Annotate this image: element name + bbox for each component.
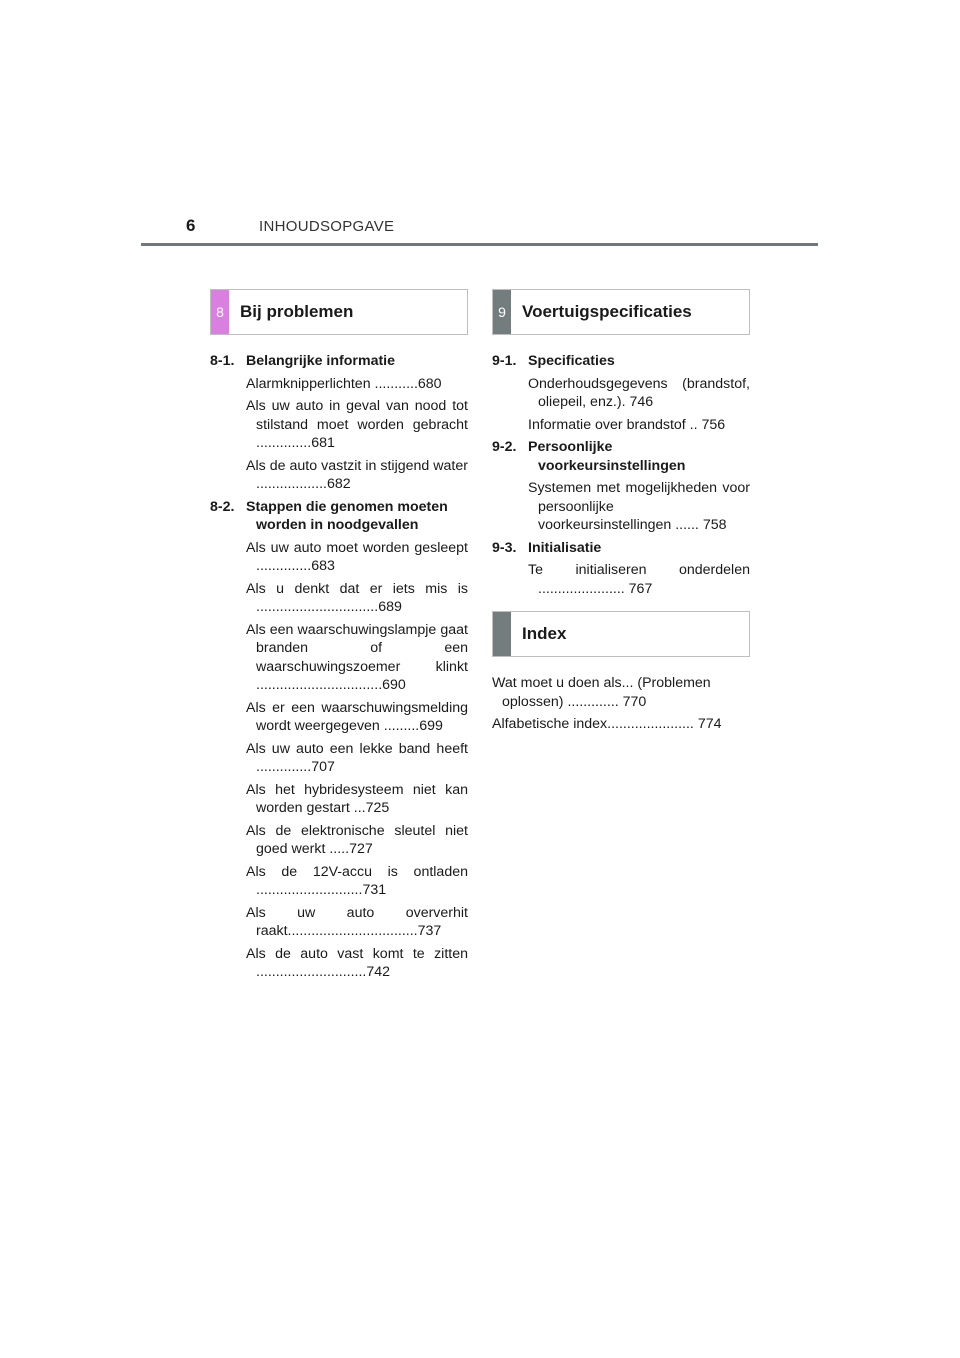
entry-text: Systemen met mogelijkheden voor persoonlijke voorkeursinstellingen ...... bbox=[528, 480, 750, 533]
entry-text: Alfabetische index...................... bbox=[492, 716, 694, 732]
entry-page: 707 bbox=[311, 759, 335, 775]
entry-page: 742 bbox=[366, 964, 391, 980]
toc-entry[interactable] bbox=[246, 539, 468, 576]
entry-text: Informatie over brandstof .. bbox=[528, 416, 698, 433]
group-number: 9-2. bbox=[492, 439, 517, 455]
entry-page: 756 bbox=[701, 416, 726, 433]
toc-entry[interactable] bbox=[246, 863, 468, 900]
section-title: Voertuigspecificaties bbox=[522, 302, 692, 321]
entry-page: 758 bbox=[702, 517, 727, 533]
entry-page: 682 bbox=[326, 476, 351, 492]
entry-page: 725 bbox=[365, 800, 390, 816]
toc-entry[interactable] bbox=[246, 580, 468, 617]
section-header-index[interactable] bbox=[492, 611, 750, 657]
section-number-tab: 8 bbox=[211, 290, 229, 334]
entry-text: Als uw auto moet worden gesleept .............. bbox=[246, 539, 468, 574]
entry-text: Als de auto vast komt te zitten ............................ bbox=[246, 945, 468, 980]
toc-entry[interactable] bbox=[528, 561, 750, 598]
toc-entry[interactable] bbox=[246, 945, 468, 982]
toc-entry[interactable] bbox=[528, 375, 750, 412]
entry-page: 774 bbox=[697, 716, 722, 732]
toc-entry[interactable] bbox=[246, 904, 468, 941]
entry-page: 690 bbox=[382, 677, 406, 693]
page-number: 6 bbox=[186, 216, 196, 235]
entry-text: Als de auto vastzit in stijgend water .................. bbox=[246, 457, 468, 492]
toc-column-left bbox=[210, 289, 468, 986]
section-title: Index bbox=[522, 624, 567, 643]
toc-group-9-3 bbox=[492, 539, 750, 599]
entry-page: 746 bbox=[629, 394, 654, 410]
header-rule bbox=[141, 243, 818, 246]
entry-page: 731 bbox=[362, 882, 387, 898]
toc-group-9-1 bbox=[492, 352, 750, 434]
toc-entry[interactable] bbox=[246, 621, 468, 695]
entry-page: 683 bbox=[311, 558, 335, 574]
entry-text: Als een waarschuwingslampje gaat branden of een waarschuwingszoemer klinkt ................................ bbox=[246, 621, 468, 693]
group-title[interactable]: Belangrijke informatie bbox=[246, 353, 396, 369]
toc-group-9-2 bbox=[492, 438, 750, 535]
entry-text: Als de 12V-accu is ontladen ........................... bbox=[246, 863, 468, 898]
toc-entry[interactable] bbox=[528, 479, 750, 535]
toc-list bbox=[492, 352, 750, 598]
running-title: INHOUDSOPGAVE bbox=[259, 218, 395, 235]
group-title[interactable]: Stappen die genomen moeten worden in noodgevallen bbox=[246, 498, 448, 533]
group-number: 8-2. bbox=[210, 498, 235, 515]
group-title[interactable]: Specificaties bbox=[528, 353, 615, 369]
toc-entry[interactable] bbox=[246, 822, 468, 859]
toc-group-8-1 bbox=[210, 352, 468, 494]
section-title: Bij problemen bbox=[240, 302, 354, 321]
toc-column-right bbox=[492, 289, 750, 738]
index-list bbox=[492, 674, 750, 734]
section-number-tab: 9 bbox=[493, 290, 511, 334]
group-title[interactable]: Persoonlijke voorkeursinstellingen bbox=[528, 439, 686, 474]
entry-page: 727 bbox=[349, 841, 373, 857]
group-number: 9-1. bbox=[492, 353, 517, 369]
section-color-tab bbox=[493, 612, 511, 656]
index-entry[interactable] bbox=[492, 715, 750, 734]
entry-text: Als het hybridesysteem niet kan worden gestart ... bbox=[246, 781, 468, 816]
entry-text: Als u denkt dat er iets mis is ............................... bbox=[246, 580, 468, 615]
entry-page: 767 bbox=[628, 580, 653, 597]
entry-text: Onderhoudsgegevens (brandstof, oliepeil, enz.). bbox=[528, 375, 750, 410]
toc-entry[interactable] bbox=[246, 375, 468, 394]
group-number: 9-3. bbox=[492, 539, 517, 556]
entry-text: Wat moet u doen als... (Problemen oplossen) ............. bbox=[492, 675, 711, 710]
entry-page: 699 bbox=[419, 718, 443, 734]
toc-entry[interactable] bbox=[528, 416, 750, 435]
toc-entry[interactable] bbox=[246, 699, 468, 736]
group-number: 8-1. bbox=[210, 353, 235, 369]
entry-page: 689 bbox=[378, 599, 402, 615]
toc-entry[interactable] bbox=[246, 781, 468, 818]
group-title[interactable]: Initialisatie bbox=[528, 539, 602, 556]
section-header-9[interactable] bbox=[492, 289, 750, 335]
entry-text: Als uw auto een lekke band heeft .............. bbox=[246, 740, 468, 775]
entry-text: Als de elektronische sleutel niet goed werkt ..... bbox=[246, 822, 468, 857]
toc-entry[interactable] bbox=[246, 457, 468, 494]
entry-page: 737 bbox=[417, 923, 442, 939]
entry-text: Als uw auto oververhit raakt................................. bbox=[246, 904, 468, 939]
section-header-8[interactable] bbox=[210, 289, 468, 335]
toc-group-8-2 bbox=[210, 498, 468, 982]
entry-text: Te initialiseren onderdelen ...................... bbox=[528, 562, 750, 597]
entry-text: Als uw auto in geval van nood tot stilstand moet worden gebracht .............. bbox=[246, 398, 468, 451]
entry-text: Als er een waarschuwingsmelding wordt weergegeven ......... bbox=[246, 699, 468, 734]
entry-page: 680 bbox=[417, 375, 442, 392]
entry-page: 681 bbox=[311, 435, 335, 451]
toc-list bbox=[210, 352, 468, 982]
toc-entry[interactable] bbox=[246, 397, 468, 453]
toc-entry[interactable] bbox=[246, 740, 468, 777]
entry-text: Alarmknipperlichten ........... bbox=[246, 375, 418, 392]
index-entry[interactable] bbox=[492, 674, 750, 711]
entry-page: 770 bbox=[622, 693, 647, 710]
